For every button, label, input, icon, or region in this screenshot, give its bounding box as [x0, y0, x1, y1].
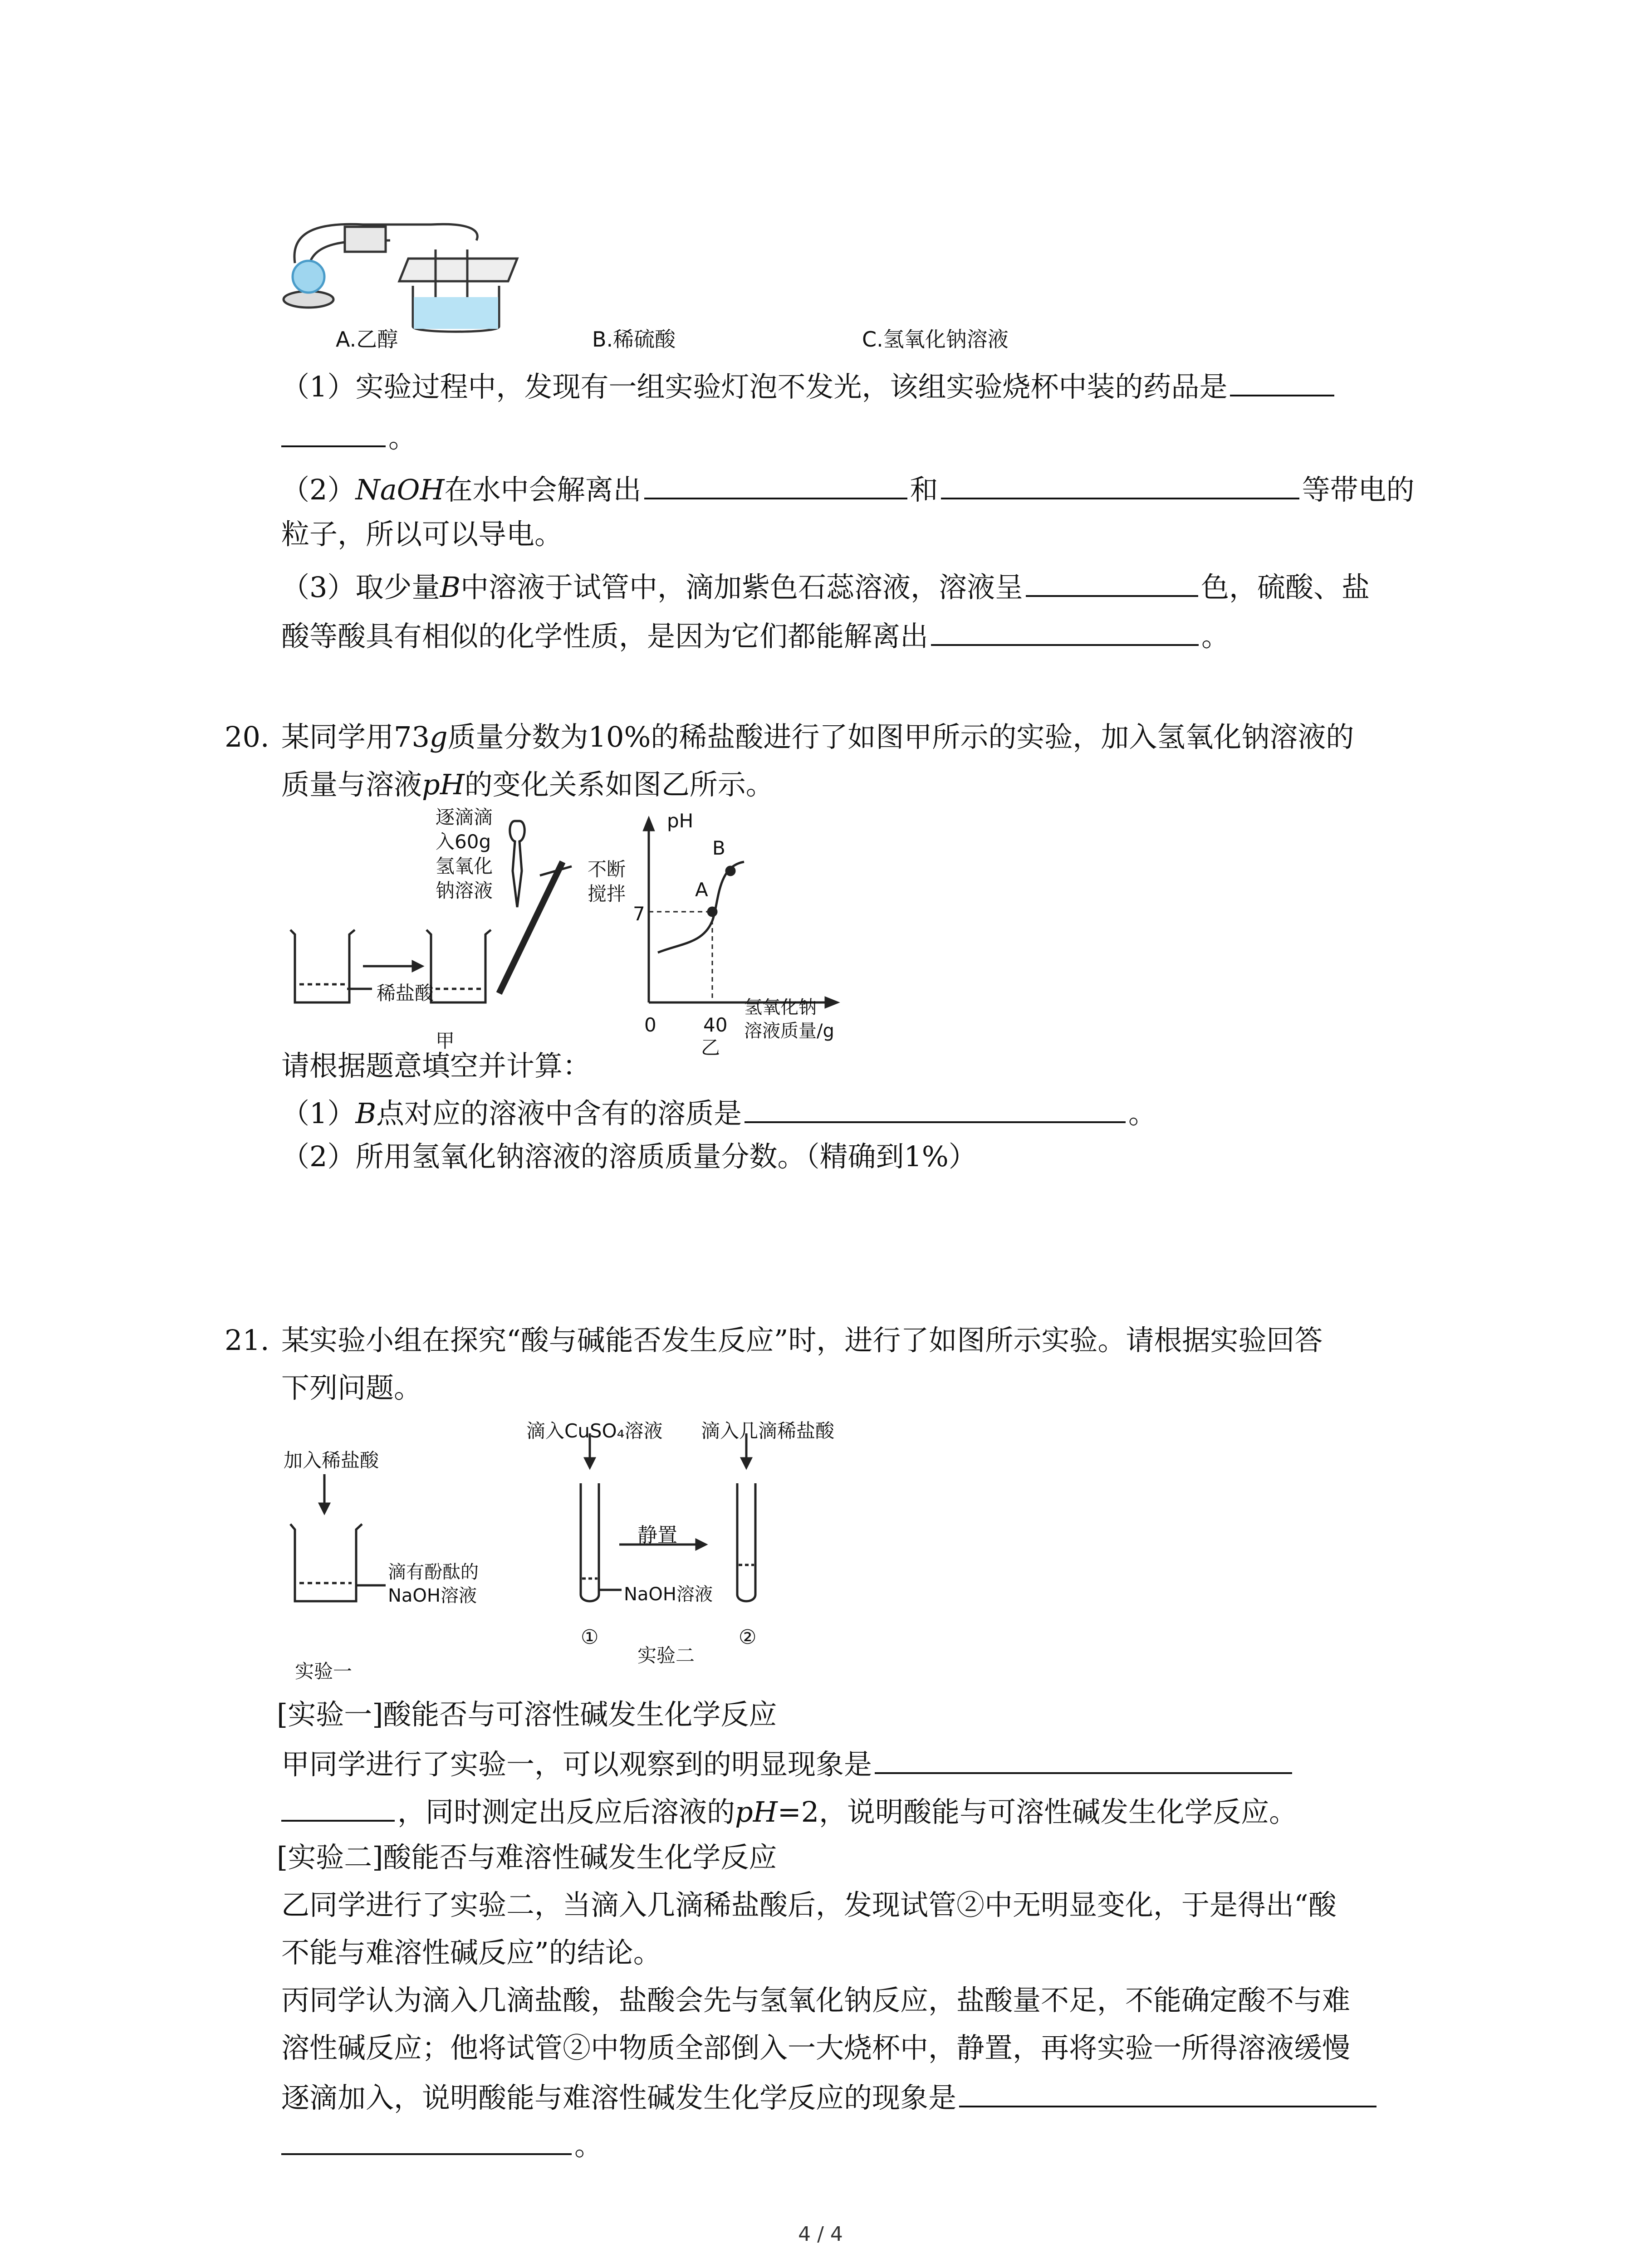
q20-part2: （2）所用氢氧化钠溶液的溶质质量分数。（精确到1%） — [281, 1140, 977, 1173]
answer-blank[interactable] — [1026, 567, 1198, 597]
standing-label: 静置 — [637, 1524, 677, 1547]
exp1-label: 实验一 — [295, 1660, 353, 1682]
q21-stem-2: 下列问题。 — [281, 1371, 422, 1404]
x-origin: 0 — [644, 1014, 656, 1036]
q19-part2: （2）NaOH在水中会解离出 和 等带电的 — [281, 469, 1415, 508]
dropper — [510, 821, 525, 907]
q21-s2-a: 乙同学进行了实验二，当滴入几滴稀盐酸后，发现试管②中无明显变化，于是得出“酸 — [281, 1888, 1337, 1921]
q20-part1: （1）B点对应的溶液中含有的溶质是 。 — [281, 1093, 1156, 1132]
answer-blank[interactable] — [745, 1093, 1126, 1123]
beaker-left — [290, 930, 355, 1002]
tube2-label: ② — [739, 1626, 757, 1649]
answer-blank[interactable] — [959, 2077, 1376, 2107]
q20-stem-1: 某同学用73g质量分数为10%的稀盐酸进行了如图甲所示的实验，加入氢氧化钠溶液的 — [281, 720, 1354, 753]
add-few-acid-label: 滴入几滴稀盐酸 — [701, 1420, 835, 1442]
q21-s1-a: 甲同学进行了实验一，可以观察到的明显现象是 — [281, 1744, 1295, 1783]
q20-number: 20. — [225, 720, 269, 753]
stir-rod — [499, 862, 563, 993]
answer-blank[interactable] — [281, 417, 386, 447]
ph-graph — [644, 819, 837, 1007]
answer-blank[interactable] — [281, 2125, 572, 2155]
point-b-label: B — [712, 837, 725, 859]
q20-intro: 请根据题意填空并计算： — [281, 1049, 591, 1082]
drop-label: 逐滴滴 入60g 氢氧化 钠溶液 — [436, 806, 493, 902]
q19-part1: （1）实验过程中，发现有一组实验灯泡不发光，该组实验烧杯中装的药品是 — [281, 367, 1337, 405]
q21-s2-b: 不能与难溶性碱反应”的结论。 — [281, 1936, 661, 1969]
q21-s1-title: [实验一]酸能否与可溶性碱发生化学反应 — [277, 1698, 777, 1731]
fig-label-c: C.氢氧化钠溶液 — [862, 327, 1009, 352]
fig-jia: 甲 — [436, 1030, 455, 1052]
acid-label: 稀盐酸 — [377, 982, 434, 1004]
beaker-label: 滴有酚酞的 NaOH溶液 — [388, 1562, 479, 1606]
exp2-label: 实验二 — [637, 1644, 695, 1667]
answer-blank[interactable] — [931, 616, 1199, 646]
beaker-right — [426, 930, 491, 1002]
q21-stem-1: 某实验小组在探究“酸与碱能否发生反应”时，进行了如图所示实验。请根据实验回答 — [281, 1324, 1323, 1357]
fig-label-a: A.乙醇 — [336, 327, 398, 352]
add-acid-label: 加入稀盐酸 — [284, 1449, 379, 1471]
q21-s3-a: 丙同学认为滴入几滴盐酸，盐酸会先与氢氧化钠反应，盐酸量不足，不能确定酸不与难 — [281, 1984, 1351, 2017]
q21-s1-b: ，同时测定出反应后溶液的pH=2，说明酸能与可溶性碱发生化学反应。 — [281, 1792, 1297, 1830]
q21-number: 21. — [225, 1324, 269, 1357]
q21-s2-title: [实验二]酸能否与难溶性碱发生化学反应 — [277, 1841, 777, 1874]
add-cuso4-label: 滴入CuSO₄溶液 — [526, 1420, 663, 1442]
naoh-label: NaOH溶液 — [624, 1584, 713, 1605]
stir-label: 不断 搅拌 — [588, 858, 626, 905]
x-tick-40: 40 — [703, 1014, 728, 1036]
answer-blank[interactable] — [1230, 367, 1334, 396]
tube1-label: ① — [581, 1626, 599, 1649]
q19-part1-cont: 。 — [281, 417, 416, 456]
fig-yi: 乙 — [701, 1036, 720, 1059]
answer-blank[interactable] — [941, 469, 1299, 499]
fig-label-b: B.稀硫酸 — [592, 327, 676, 352]
q19-part3-cont: 酸等酸具有相似的化学性质，是因为它们都能解离出 。 — [281, 616, 1230, 655]
q20-stem-2: 质量与溶液pH的变化关系如图乙所示。 — [281, 768, 774, 801]
y-tick-7: 7 — [633, 903, 645, 925]
page-number: 4 / 4 — [798, 2223, 843, 2246]
q21-s3-d: 。 — [281, 2125, 603, 2164]
answer-blank[interactable] — [644, 469, 907, 499]
y-axis-label: pH — [667, 810, 694, 832]
answer-blank[interactable] — [281, 1792, 395, 1822]
q19-part2-cont: 粒子，所以可以导电。 — [281, 518, 563, 551]
answer-blank[interactable] — [875, 1744, 1292, 1774]
q21-s3-c: 逐滴加入，说明酸能与难溶性碱发生化学反应的现象是 — [281, 2077, 1379, 2116]
point-a-label: A — [695, 879, 708, 901]
q19-part3: （3）取少量B中溶液于试管中，滴加紫色石蕊溶液，溶液呈 色，硫酸、盐 — [281, 567, 1370, 606]
q21-s3-b: 溶性碱反应；他将试管②中物质全部倒入一大烧杯中，静置，再将实验一所得溶液缓慢 — [281, 2031, 1351, 2064]
x-axis-label: 氢氧化钠 溶液质量/g — [744, 997, 834, 1041]
